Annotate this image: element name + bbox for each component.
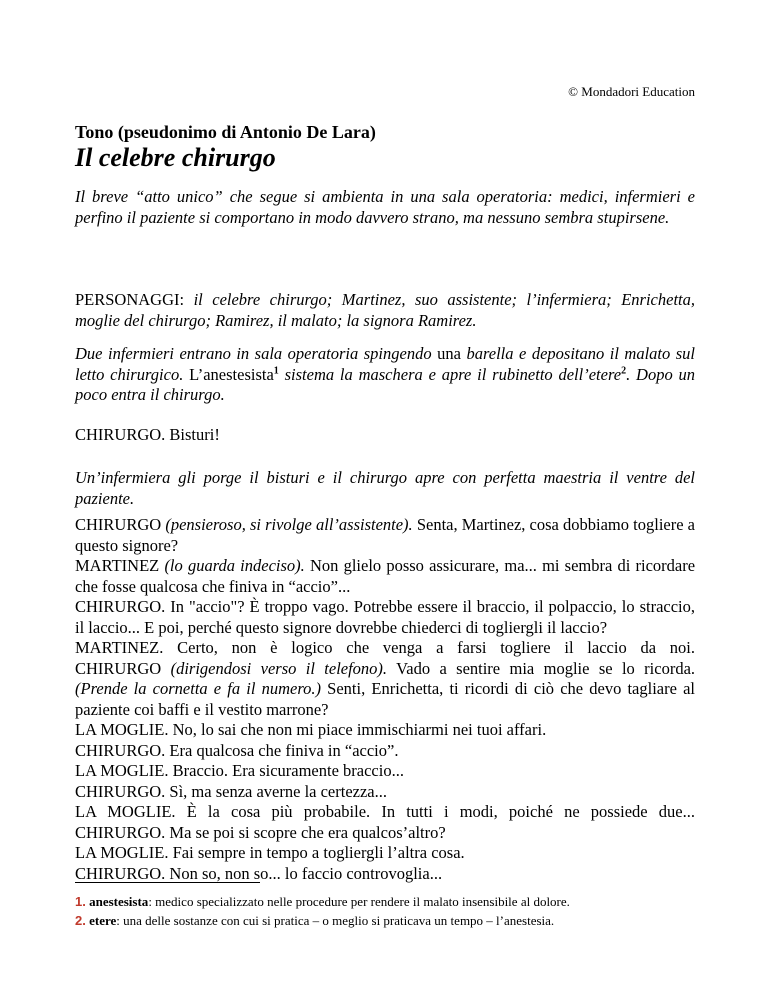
footnote-ref-1: 1 [273, 365, 279, 376]
speaker: CHIRURGO [75, 658, 162, 678]
cast-list: il celebre chirurgo; Martinez, suo assistente; l’infermiera; Enrichetta, moglie del chirurgo; Ramirez, il malato; la signora Ramirez. [75, 290, 695, 330]
dialogue-line: MARTINEZ. Certo, non è logico che venga a farsi togliere il laccio da noi. [75, 638, 695, 657]
footnote-divider [75, 882, 260, 883]
stage-direction-2: Un’infermiera gli porge il bisturi e il chirurgo apre con perfetta maestria il ventre del paziente. [75, 468, 695, 508]
line-text: Vado a sentire mia moglie se lo ricorda. [396, 658, 696, 678]
line-text: Senti, Enrichetta, ti ricordi di ciò che devo tagliare al paziente coi baffi e il vestito marrone? [75, 679, 695, 719]
dialogue-line: CHIRURGO. Non so, non so... lo faccio controvoglia... [75, 863, 443, 883]
stage-direction-1 [75, 344, 695, 406]
speaker: MARTINEZ [75, 556, 160, 575]
dialogue-line [75, 679, 695, 720]
stage-text: Due infermieri entrano in sala operatoria spingendo [75, 344, 432, 363]
stage-text: barella e depositano il malato sul letto chirurgico. [75, 344, 696, 384]
cast-label: PERSONAGGI: [75, 290, 185, 309]
dialogue-line: LA MOGLIE. Fai sempre in tempo a togliergli l’altra cosa. [75, 843, 465, 862]
direction: (lo guarda indeciso). [164, 556, 305, 575]
dialogue-line: CHIRURGO. Sì, ma senza averne la certezza... [75, 781, 388, 801]
dialogue-line: CHIRURGO. In "accio"? È troppo vago. Potrebbe essere il braccio, il polpaccio, lo straccio, il laccio... E poi, perché questo signore dovrebbe chiederci di togliergli il laccio? [75, 597, 695, 637]
page-title: Il celebre chirurgo [75, 143, 276, 172]
line-text: Senta, Martinez, cosa dobbiamo togliere a questo signore? [75, 515, 695, 555]
stage-text: sistema la maschera e apre il rubinetto dell’etere [284, 364, 622, 384]
dialogue-block [75, 515, 695, 884]
line-text: Non glielo posso assicurare, ma... mi sembra di ricordare che fosse qualcosa che finiva in “accio”... [75, 556, 696, 596]
cast-paragraph [75, 290, 695, 331]
direction: (dirigendosi verso il telefono). [170, 658, 388, 678]
speaker: CHIRURGO [75, 515, 162, 534]
stage-text: una [437, 344, 461, 363]
direction: (pensieroso, si rivolge all’assistente). [165, 515, 413, 534]
footnotes [75, 892, 715, 930]
dialogue-line: CHIRURGO. Ma se poi si scopre che era qualcos’altro? [75, 822, 446, 842]
footnote-number: 1. [75, 894, 86, 909]
stage-text: L’anestesista [189, 364, 274, 384]
dialogue-line [75, 515, 695, 556]
footnote-term: anestesista [89, 894, 149, 909]
intro-paragraph: Il breve “atto unico” che segue si ambienta in una sala operatoria: medici, infermieri e perfino il paziente si comportano in modo davvero strano, ma nessuno sembra stupirsene. [75, 187, 695, 227]
dialogue-line: LA MOGLIE. Braccio. Era sicuramente braccio... [75, 761, 404, 780]
stage-text: . Dopo un poco entra il chirurgo. [75, 364, 696, 404]
dialogue-line [75, 556, 695, 597]
direction: (Prende la cornetta e fa il numero.) [75, 679, 322, 698]
author-line: Tono (pseudonimo di Antonio De Lara) [75, 122, 376, 142]
footnote-ref-2: 2 [621, 365, 627, 376]
dialogue-line [75, 659, 695, 680]
footnote-number: 2. [75, 913, 86, 928]
footnote-2 [75, 911, 715, 930]
dialogue-line: CHIRURGO. Bisturi! [75, 425, 220, 444]
dialogue-line: LA MOGLIE. È la cosa più probabile. In tutti i modi, poiché ne possiede due... [75, 802, 695, 821]
footnote-text: : medico specializzato nelle procedure per rendere il malato insensibile al dolore. [148, 894, 570, 909]
dialogue-line: LA MOGLIE. No, lo sai che non mi piace immischiarmi nei tuoi affari. [75, 720, 547, 739]
footnote-term: etere [89, 913, 117, 928]
footnote-text: : una delle sostanze con cui si pratica – o meglio si praticava un tempo – l’anestesia. [116, 913, 555, 928]
dialogue-line: CHIRURGO. Era qualcosa che finiva in “accio”. [75, 740, 399, 760]
footnote-1 [75, 892, 715, 911]
copyright-notice: © Mondadori Education [568, 84, 695, 99]
